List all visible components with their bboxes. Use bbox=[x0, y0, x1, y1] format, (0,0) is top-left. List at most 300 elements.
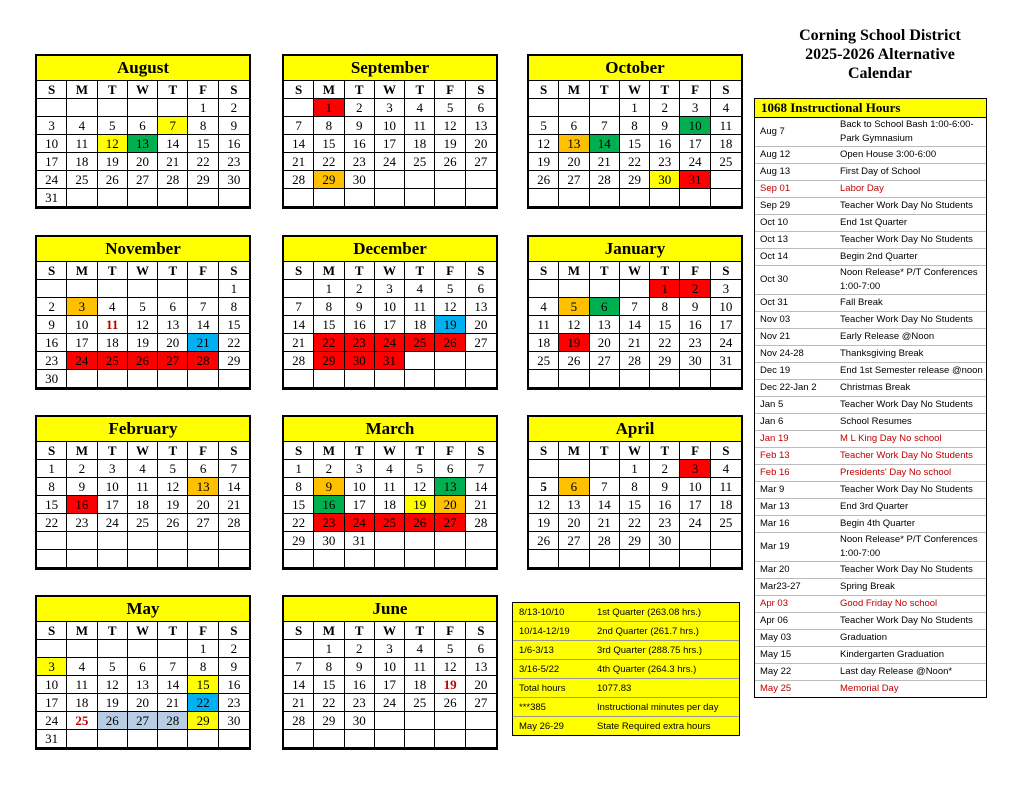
weekday-header: W bbox=[128, 262, 158, 280]
empty-cell bbox=[405, 370, 435, 388]
weekday-header: T bbox=[345, 81, 375, 99]
day-cell: 21 bbox=[590, 514, 620, 532]
event-date: Mar23-27 bbox=[760, 581, 801, 592]
day-cell: 12 bbox=[435, 298, 465, 316]
event-date: Jan 19 bbox=[760, 433, 789, 444]
day-cell: 4 bbox=[405, 99, 435, 117]
day-cell: 25 bbox=[711, 153, 741, 171]
day-cell: 22 bbox=[620, 514, 650, 532]
empty-cell bbox=[284, 189, 314, 207]
day-cell: 16 bbox=[345, 135, 375, 153]
day-cell: 23 bbox=[219, 694, 249, 712]
day-cell: 26 bbox=[98, 171, 128, 189]
empty-cell bbox=[98, 370, 128, 388]
weekday-header: S bbox=[711, 81, 741, 99]
empty-cell bbox=[284, 280, 314, 298]
day-cell: 21 bbox=[219, 496, 249, 514]
day-cell: 10 bbox=[711, 298, 741, 316]
day-cell: 19 bbox=[405, 496, 435, 514]
weekday-header: M bbox=[559, 442, 589, 460]
day-cell: 3 bbox=[680, 460, 710, 478]
day-cell: 22 bbox=[314, 153, 344, 171]
day-cell: 28 bbox=[590, 532, 620, 550]
day-cell: 9 bbox=[650, 478, 680, 496]
day-cell: 22 bbox=[37, 514, 67, 532]
empty-cell bbox=[375, 532, 405, 550]
event-date: Sep 01 bbox=[760, 183, 791, 194]
event-date: Mar 19 bbox=[760, 541, 790, 552]
day-cell: 15 bbox=[650, 316, 680, 334]
day-cell: 16 bbox=[219, 135, 249, 153]
event-description: Graduation bbox=[840, 632, 888, 643]
event-date: Nov 21 bbox=[760, 331, 791, 342]
day-cell: 25 bbox=[67, 712, 97, 730]
month-november bbox=[35, 235, 251, 390]
day-cell: 17 bbox=[680, 135, 710, 153]
day-cell: 11 bbox=[375, 478, 405, 496]
weekday-header: W bbox=[375, 262, 405, 280]
empty-cell bbox=[711, 370, 741, 388]
day-cell: 18 bbox=[529, 334, 559, 352]
event-row bbox=[755, 249, 986, 266]
day-cell: 5 bbox=[435, 99, 465, 117]
empty-cell bbox=[158, 532, 188, 550]
day-cell: 15 bbox=[284, 496, 314, 514]
event-row bbox=[755, 448, 986, 465]
day-cell: 7 bbox=[284, 658, 314, 676]
empty-cell bbox=[466, 712, 496, 730]
event-row bbox=[755, 181, 986, 198]
event-description: Last day Release @Noon* bbox=[840, 666, 953, 677]
day-cell: 20 bbox=[128, 153, 158, 171]
day-cell: 10 bbox=[680, 117, 710, 135]
day-cell: 1 bbox=[219, 280, 249, 298]
day-cell: 9 bbox=[345, 117, 375, 135]
day-cell: 14 bbox=[158, 135, 188, 153]
day-cell: 23 bbox=[680, 334, 710, 352]
empty-cell bbox=[650, 550, 680, 568]
empty-cell bbox=[284, 99, 314, 117]
weekday-header: T bbox=[98, 81, 128, 99]
day-cell: 5 bbox=[128, 298, 158, 316]
day-cell: 10 bbox=[345, 478, 375, 496]
day-cell: 6 bbox=[466, 280, 496, 298]
empty-cell bbox=[314, 730, 344, 748]
day-cell: 6 bbox=[128, 117, 158, 135]
day-cell: 31 bbox=[711, 352, 741, 370]
day-cell: 1 bbox=[620, 99, 650, 117]
day-cell: 30 bbox=[219, 712, 249, 730]
day-cell: 1 bbox=[314, 280, 344, 298]
event-row bbox=[755, 482, 986, 499]
day-cell: 16 bbox=[650, 135, 680, 153]
weekday-header: M bbox=[559, 81, 589, 99]
weekday-header: F bbox=[435, 81, 465, 99]
day-cell: 28 bbox=[466, 514, 496, 532]
weekday-header: M bbox=[67, 622, 97, 640]
day-cell: 23 bbox=[345, 153, 375, 171]
day-cell: 9 bbox=[650, 117, 680, 135]
event-row bbox=[755, 533, 986, 562]
weekday-header: T bbox=[405, 81, 435, 99]
day-cell: 25 bbox=[711, 514, 741, 532]
empty-cell bbox=[219, 532, 249, 550]
summary-row bbox=[513, 641, 739, 660]
day-cell: 4 bbox=[67, 117, 97, 135]
day-cell: 6 bbox=[559, 117, 589, 135]
empty-cell bbox=[620, 189, 650, 207]
event-description: Teacher Work Day No Students bbox=[840, 615, 973, 626]
day-cell: 30 bbox=[650, 171, 680, 189]
empty-cell bbox=[435, 550, 465, 568]
event-date: Oct 10 bbox=[760, 217, 788, 228]
weekday-header: S bbox=[37, 622, 67, 640]
day-cell: 8 bbox=[188, 117, 218, 135]
summary-key: ***385 bbox=[519, 701, 546, 713]
empty-cell bbox=[284, 370, 314, 388]
day-cell: 18 bbox=[405, 676, 435, 694]
day-cell: 27 bbox=[466, 334, 496, 352]
day-cell: 5 bbox=[435, 280, 465, 298]
day-cell: 24 bbox=[375, 334, 405, 352]
day-cell: 30 bbox=[650, 532, 680, 550]
day-cell: 21 bbox=[284, 334, 314, 352]
event-row bbox=[755, 499, 986, 516]
day-cell: 10 bbox=[375, 117, 405, 135]
event-row bbox=[755, 596, 986, 613]
day-cell: 5 bbox=[435, 640, 465, 658]
empty-cell bbox=[529, 370, 559, 388]
empty-cell bbox=[711, 189, 741, 207]
weekday-header: T bbox=[98, 622, 128, 640]
day-cell: 15 bbox=[188, 135, 218, 153]
event-description: Presidents' Day No school bbox=[840, 467, 952, 478]
event-description: Begin 4th Quarter bbox=[840, 518, 915, 529]
empty-cell bbox=[98, 640, 128, 658]
day-cell: 6 bbox=[466, 640, 496, 658]
empty-cell bbox=[529, 99, 559, 117]
day-cell: 14 bbox=[590, 496, 620, 514]
day-cell: 10 bbox=[680, 478, 710, 496]
day-cell: 17 bbox=[345, 496, 375, 514]
day-cell: 9 bbox=[37, 316, 67, 334]
summary-value: 1st Quarter (263.08 hrs.) bbox=[597, 606, 702, 618]
event-row bbox=[755, 647, 986, 664]
weekday-header: F bbox=[680, 81, 710, 99]
day-cell: 21 bbox=[590, 153, 620, 171]
day-cell: 13 bbox=[559, 135, 589, 153]
day-cell: 14 bbox=[590, 135, 620, 153]
empty-cell bbox=[37, 532, 67, 550]
title-line-3: Calendar bbox=[848, 65, 912, 82]
day-cell: 16 bbox=[314, 496, 344, 514]
empty-cell bbox=[128, 189, 158, 207]
day-cell: 24 bbox=[375, 694, 405, 712]
weekday-header: S bbox=[284, 81, 314, 99]
weekday-header: M bbox=[314, 81, 344, 99]
day-cell: 3 bbox=[98, 460, 128, 478]
weekday-header: S bbox=[529, 262, 559, 280]
empty-cell bbox=[219, 550, 249, 568]
event-description: Noon Release* P/T Conferences 1:00-7:00 bbox=[840, 267, 978, 292]
day-cell: 27 bbox=[466, 694, 496, 712]
day-cell: 3 bbox=[375, 640, 405, 658]
empty-cell bbox=[37, 280, 67, 298]
day-cell: 25 bbox=[67, 171, 97, 189]
summary-value: 3rd Quarter (288.75 hrs.) bbox=[597, 644, 703, 656]
day-cell: 12 bbox=[529, 496, 559, 514]
weekday-header: T bbox=[405, 442, 435, 460]
empty-cell bbox=[405, 189, 435, 207]
day-cell: 23 bbox=[650, 514, 680, 532]
day-cell: 24 bbox=[37, 712, 67, 730]
event-date: Aug 7 bbox=[760, 126, 785, 137]
event-description: End 3rd Quarter bbox=[840, 501, 909, 512]
day-cell: 3 bbox=[711, 280, 741, 298]
month-grid bbox=[284, 622, 496, 748]
weekday-header: F bbox=[435, 622, 465, 640]
day-cell: 18 bbox=[711, 135, 741, 153]
day-cell: 25 bbox=[529, 352, 559, 370]
empty-cell bbox=[559, 370, 589, 388]
summary-row bbox=[513, 660, 739, 679]
day-cell: 13 bbox=[188, 478, 218, 496]
day-cell: 22 bbox=[314, 334, 344, 352]
day-cell: 28 bbox=[620, 352, 650, 370]
weekday-header: W bbox=[620, 81, 650, 99]
weekday-header: T bbox=[650, 262, 680, 280]
day-cell: 7 bbox=[466, 460, 496, 478]
event-date: Nov 03 bbox=[760, 314, 791, 325]
day-cell: 28 bbox=[284, 171, 314, 189]
day-cell: 29 bbox=[188, 712, 218, 730]
day-cell: 20 bbox=[435, 496, 465, 514]
day-cell: 18 bbox=[128, 496, 158, 514]
empty-cell bbox=[375, 189, 405, 207]
day-cell: 16 bbox=[219, 676, 249, 694]
weekday-header: F bbox=[435, 262, 465, 280]
summary-value: Instructional minutes per day bbox=[597, 701, 719, 713]
day-cell: 6 bbox=[188, 460, 218, 478]
day-cell: 29 bbox=[219, 352, 249, 370]
day-cell: 2 bbox=[650, 460, 680, 478]
empty-cell bbox=[405, 532, 435, 550]
event-description: School Resumes bbox=[840, 416, 912, 427]
empty-cell bbox=[559, 460, 589, 478]
day-cell: 11 bbox=[67, 676, 97, 694]
day-cell: 17 bbox=[375, 316, 405, 334]
event-description: Back to School Bash 1:00-6:00- Park Gymnasium bbox=[840, 119, 974, 144]
day-cell: 16 bbox=[37, 334, 67, 352]
empty-cell bbox=[435, 532, 465, 550]
day-cell: 30 bbox=[345, 352, 375, 370]
day-cell: 12 bbox=[98, 135, 128, 153]
event-description: Open House 3:00-6:00 bbox=[840, 149, 937, 160]
day-cell: 17 bbox=[37, 153, 67, 171]
empty-cell bbox=[590, 99, 620, 117]
empty-cell bbox=[128, 730, 158, 748]
day-cell: 26 bbox=[435, 153, 465, 171]
weekday-header: T bbox=[345, 442, 375, 460]
day-cell: 2 bbox=[314, 460, 344, 478]
weekday-header: S bbox=[284, 622, 314, 640]
day-cell: 19 bbox=[559, 334, 589, 352]
weekday-header: S bbox=[529, 81, 559, 99]
day-cell: 6 bbox=[466, 99, 496, 117]
day-cell: 5 bbox=[98, 117, 128, 135]
empty-cell bbox=[128, 370, 158, 388]
month-grid bbox=[37, 81, 249, 207]
empty-cell bbox=[158, 550, 188, 568]
event-description: Teacher Work Day No Students bbox=[840, 200, 973, 211]
day-cell: 28 bbox=[284, 712, 314, 730]
summary-key: Total hours bbox=[519, 682, 566, 694]
empty-cell bbox=[98, 532, 128, 550]
weekday-header: F bbox=[188, 442, 218, 460]
day-cell: 3 bbox=[375, 99, 405, 117]
day-cell: 14 bbox=[620, 316, 650, 334]
empty-cell bbox=[529, 189, 559, 207]
empty-cell bbox=[620, 550, 650, 568]
day-cell: 11 bbox=[711, 478, 741, 496]
empty-cell bbox=[590, 460, 620, 478]
weekday-header: S bbox=[711, 442, 741, 460]
event-row bbox=[755, 414, 986, 431]
day-cell: 9 bbox=[67, 478, 97, 496]
quarter-summary bbox=[512, 602, 740, 736]
empty-cell bbox=[590, 550, 620, 568]
day-cell: 25 bbox=[405, 694, 435, 712]
summary-row bbox=[513, 679, 739, 698]
summary-key: 8/13-10/10 bbox=[519, 606, 565, 618]
day-cell: 7 bbox=[590, 117, 620, 135]
empty-cell bbox=[128, 640, 158, 658]
day-cell: 6 bbox=[128, 658, 158, 676]
weekday-header: M bbox=[67, 262, 97, 280]
day-cell: 30 bbox=[680, 352, 710, 370]
weekday-header: F bbox=[680, 442, 710, 460]
event-date: Sep 29 bbox=[760, 200, 791, 211]
weekday-header: T bbox=[345, 262, 375, 280]
day-cell: 28 bbox=[158, 712, 188, 730]
event-date: Dec 19 bbox=[760, 365, 791, 376]
day-cell: 12 bbox=[559, 316, 589, 334]
weekday-header: W bbox=[375, 81, 405, 99]
day-cell: 12 bbox=[435, 117, 465, 135]
event-date: Apr 06 bbox=[760, 615, 788, 626]
day-cell: 17 bbox=[98, 496, 128, 514]
day-cell: 19 bbox=[435, 316, 465, 334]
day-cell: 22 bbox=[650, 334, 680, 352]
event-description: Memorial Day bbox=[840, 683, 899, 694]
empty-cell bbox=[650, 370, 680, 388]
empty-cell bbox=[219, 730, 249, 748]
day-cell: 22 bbox=[314, 694, 344, 712]
day-cell: 5 bbox=[529, 478, 559, 496]
day-cell: 19 bbox=[435, 135, 465, 153]
day-cell: 26 bbox=[98, 712, 128, 730]
day-cell: 29 bbox=[314, 171, 344, 189]
empty-cell bbox=[680, 550, 710, 568]
empty-cell bbox=[345, 730, 375, 748]
empty-cell bbox=[128, 550, 158, 568]
day-cell: 20 bbox=[590, 334, 620, 352]
day-cell: 20 bbox=[559, 514, 589, 532]
empty-cell bbox=[98, 280, 128, 298]
day-cell: 4 bbox=[711, 460, 741, 478]
day-cell: 7 bbox=[284, 117, 314, 135]
day-cell: 19 bbox=[158, 496, 188, 514]
event-row bbox=[755, 681, 986, 697]
day-cell: 20 bbox=[466, 135, 496, 153]
empty-cell bbox=[405, 712, 435, 730]
day-cell: 17 bbox=[37, 694, 67, 712]
event-row bbox=[755, 312, 986, 329]
day-cell: 27 bbox=[435, 514, 465, 532]
empty-cell bbox=[559, 189, 589, 207]
event-description: Fall Break bbox=[840, 297, 883, 308]
day-cell: 18 bbox=[375, 496, 405, 514]
empty-cell bbox=[128, 99, 158, 117]
empty-cell bbox=[98, 550, 128, 568]
day-cell: 7 bbox=[158, 117, 188, 135]
day-cell: 21 bbox=[620, 334, 650, 352]
event-description: First Day of School bbox=[840, 166, 921, 177]
summary-value: State Required extra hours bbox=[597, 720, 711, 732]
day-cell: 14 bbox=[466, 478, 496, 496]
empty-cell bbox=[466, 532, 496, 550]
event-description: Labor Day bbox=[840, 183, 884, 194]
day-cell: 7 bbox=[620, 298, 650, 316]
weekday-header: T bbox=[158, 442, 188, 460]
empty-cell bbox=[590, 189, 620, 207]
day-cell: 9 bbox=[219, 117, 249, 135]
event-row bbox=[755, 363, 986, 380]
weekday-header: W bbox=[375, 622, 405, 640]
day-cell: 5 bbox=[529, 117, 559, 135]
day-cell: 24 bbox=[680, 153, 710, 171]
empty-cell bbox=[284, 730, 314, 748]
day-cell: 5 bbox=[98, 658, 128, 676]
day-cell: 28 bbox=[284, 352, 314, 370]
day-cell: 13 bbox=[466, 117, 496, 135]
empty-cell bbox=[405, 352, 435, 370]
day-cell: 19 bbox=[98, 153, 128, 171]
day-cell: 1 bbox=[314, 99, 344, 117]
month-title: May bbox=[37, 597, 249, 622]
day-cell: 8 bbox=[188, 658, 218, 676]
day-cell: 29 bbox=[620, 532, 650, 550]
month-december bbox=[282, 235, 498, 390]
day-cell: 26 bbox=[529, 171, 559, 189]
day-cell: 9 bbox=[345, 298, 375, 316]
event-date: Apr 03 bbox=[760, 598, 788, 609]
day-cell: 12 bbox=[158, 478, 188, 496]
summary-value: 1077.83 bbox=[597, 682, 632, 694]
event-row bbox=[755, 346, 986, 363]
day-cell: 5 bbox=[559, 298, 589, 316]
day-cell: 24 bbox=[375, 153, 405, 171]
weekday-header: F bbox=[680, 262, 710, 280]
day-cell: 29 bbox=[650, 352, 680, 370]
weekday-header: M bbox=[314, 262, 344, 280]
empty-cell bbox=[559, 550, 589, 568]
empty-cell bbox=[405, 730, 435, 748]
summary-row bbox=[513, 603, 739, 622]
day-cell: 6 bbox=[590, 298, 620, 316]
day-cell: 25 bbox=[405, 153, 435, 171]
event-date: May 03 bbox=[760, 632, 792, 643]
